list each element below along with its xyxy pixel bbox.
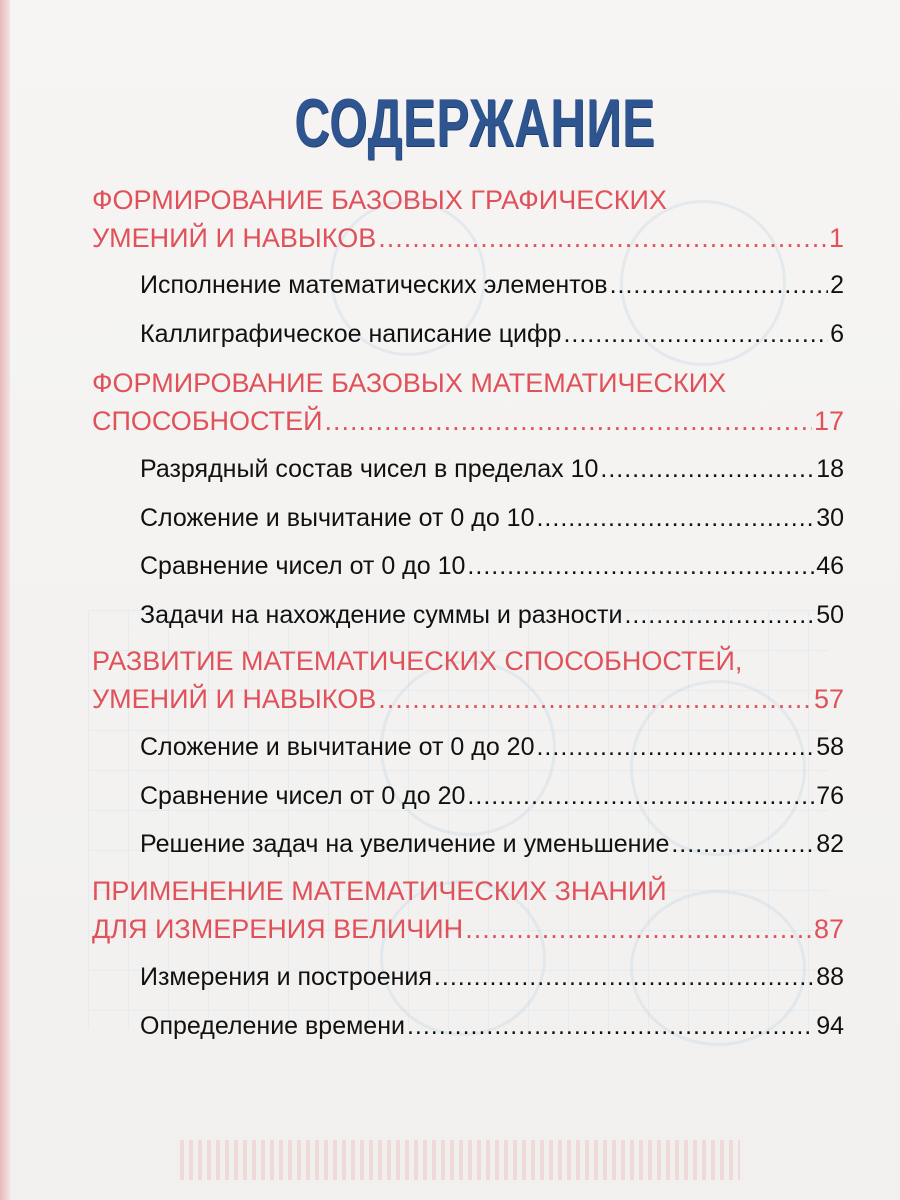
dot-leader [325,406,812,437]
toc-item-page: 88 [816,963,844,991]
toc-item[interactable] [140,1012,844,1041]
toc-item[interactable] [140,552,844,581]
toc-item-label: Сравнение чисел от 0 до 20 [140,782,466,810]
toc-item-label: Сравнение чисел от 0 до 10 [140,552,466,580]
toc-item[interactable] [140,733,844,762]
dot-leader [536,733,814,762]
page-title: СОДЕРЖАНИЕ [294,85,656,161]
section-heading-row[interactable] [92,914,844,945]
toc-item-page: 50 [816,601,844,629]
section-heading-row[interactable] [92,684,844,715]
toc-item[interactable] [140,504,844,533]
dot-leader [610,271,829,300]
toc-item-label: Разрядный состав чисел в пределах 10 [140,455,599,483]
section-heading-row[interactable] [92,223,844,254]
toc-item-page: 46 [816,552,844,580]
toc-item[interactable] [140,271,844,300]
section-heading-line1: ФОРМИРОВАНИЕ БАЗОВЫХ МАТЕМАТИЧЕСКИХ [92,368,727,398]
dot-leader [467,782,814,811]
dot-leader [434,963,814,992]
toc-item[interactable] [140,963,844,992]
section-heading-line2: ДЛЯ ИЗМЕРЕНИЯ ВЕЛИЧИН [92,914,464,944]
section-heading-line1: РАЗВИТИЕ МАТЕМАТИЧЕСКИХ СПОСОБНОСТЕЙ, [92,646,743,676]
toc-item-label: Сложение и вычитание от 0 до 10 [140,504,535,532]
dot-leader [378,223,827,254]
section-page-number: 87 [813,914,844,944]
toc-item-page: 6 [830,320,844,348]
section-page-number: 17 [813,406,844,436]
toc-item[interactable] [140,320,844,349]
dot-leader [467,552,814,581]
dot-leader [378,684,812,715]
toc-item-label: Решение задач на увеличение и уменьшение [140,830,670,858]
toc-item-label: Исполнение математических элементов [140,271,608,299]
toc-item-page: 30 [816,504,844,532]
dot-leader [563,320,828,349]
dot-leader [671,830,814,859]
section-page-number: 1 [828,223,844,253]
section-page-number: 57 [813,684,844,714]
section-heading-line2: СПОСОБНОСТЕЙ [92,406,323,436]
toc-item-page: 94 [816,1012,844,1040]
section-heading-line1: ФОРМИРОВАНИЕ БАЗОВЫХ ГРАФИЧЕСКИХ [92,185,667,215]
toc-item-label: Каллиграфическое написание цифр [140,320,562,348]
toc-item-page: 76 [816,782,844,810]
section-heading-line2: УМЕНИЙ И НАВЫКОВ [92,684,377,714]
toc-item[interactable] [140,601,844,630]
section-heading-line2: УМЕНИЙ И НАВЫКОВ [92,223,377,253]
toc-item-page: 82 [816,830,844,858]
dot-leader [407,1012,814,1041]
toc-item-label: Определение времени [140,1012,405,1040]
toc-item-page: 2 [830,271,844,299]
dot-leader [624,601,814,630]
dot-leader [465,914,812,945]
toc-item-label: Измерения и построения [140,963,432,991]
section-heading-row[interactable] [92,406,844,437]
toc-item-label: Задачи на нахождение суммы и разности [140,601,623,629]
toc-item[interactable] [140,782,844,811]
toc-item-page: 18 [816,455,844,483]
toc-item[interactable] [140,455,844,484]
toc-item-page: 58 [816,733,844,761]
toc-item[interactable] [140,830,844,859]
toc-item-label: Сложение и вычитание от 0 до 20 [140,733,535,761]
dot-leader [600,455,814,484]
dot-leader [536,504,814,533]
section-heading-line1: ПРИМЕНЕНИЕ МАТЕМАТИЧЕСКИХ ЗНАНИЙ [92,876,667,906]
